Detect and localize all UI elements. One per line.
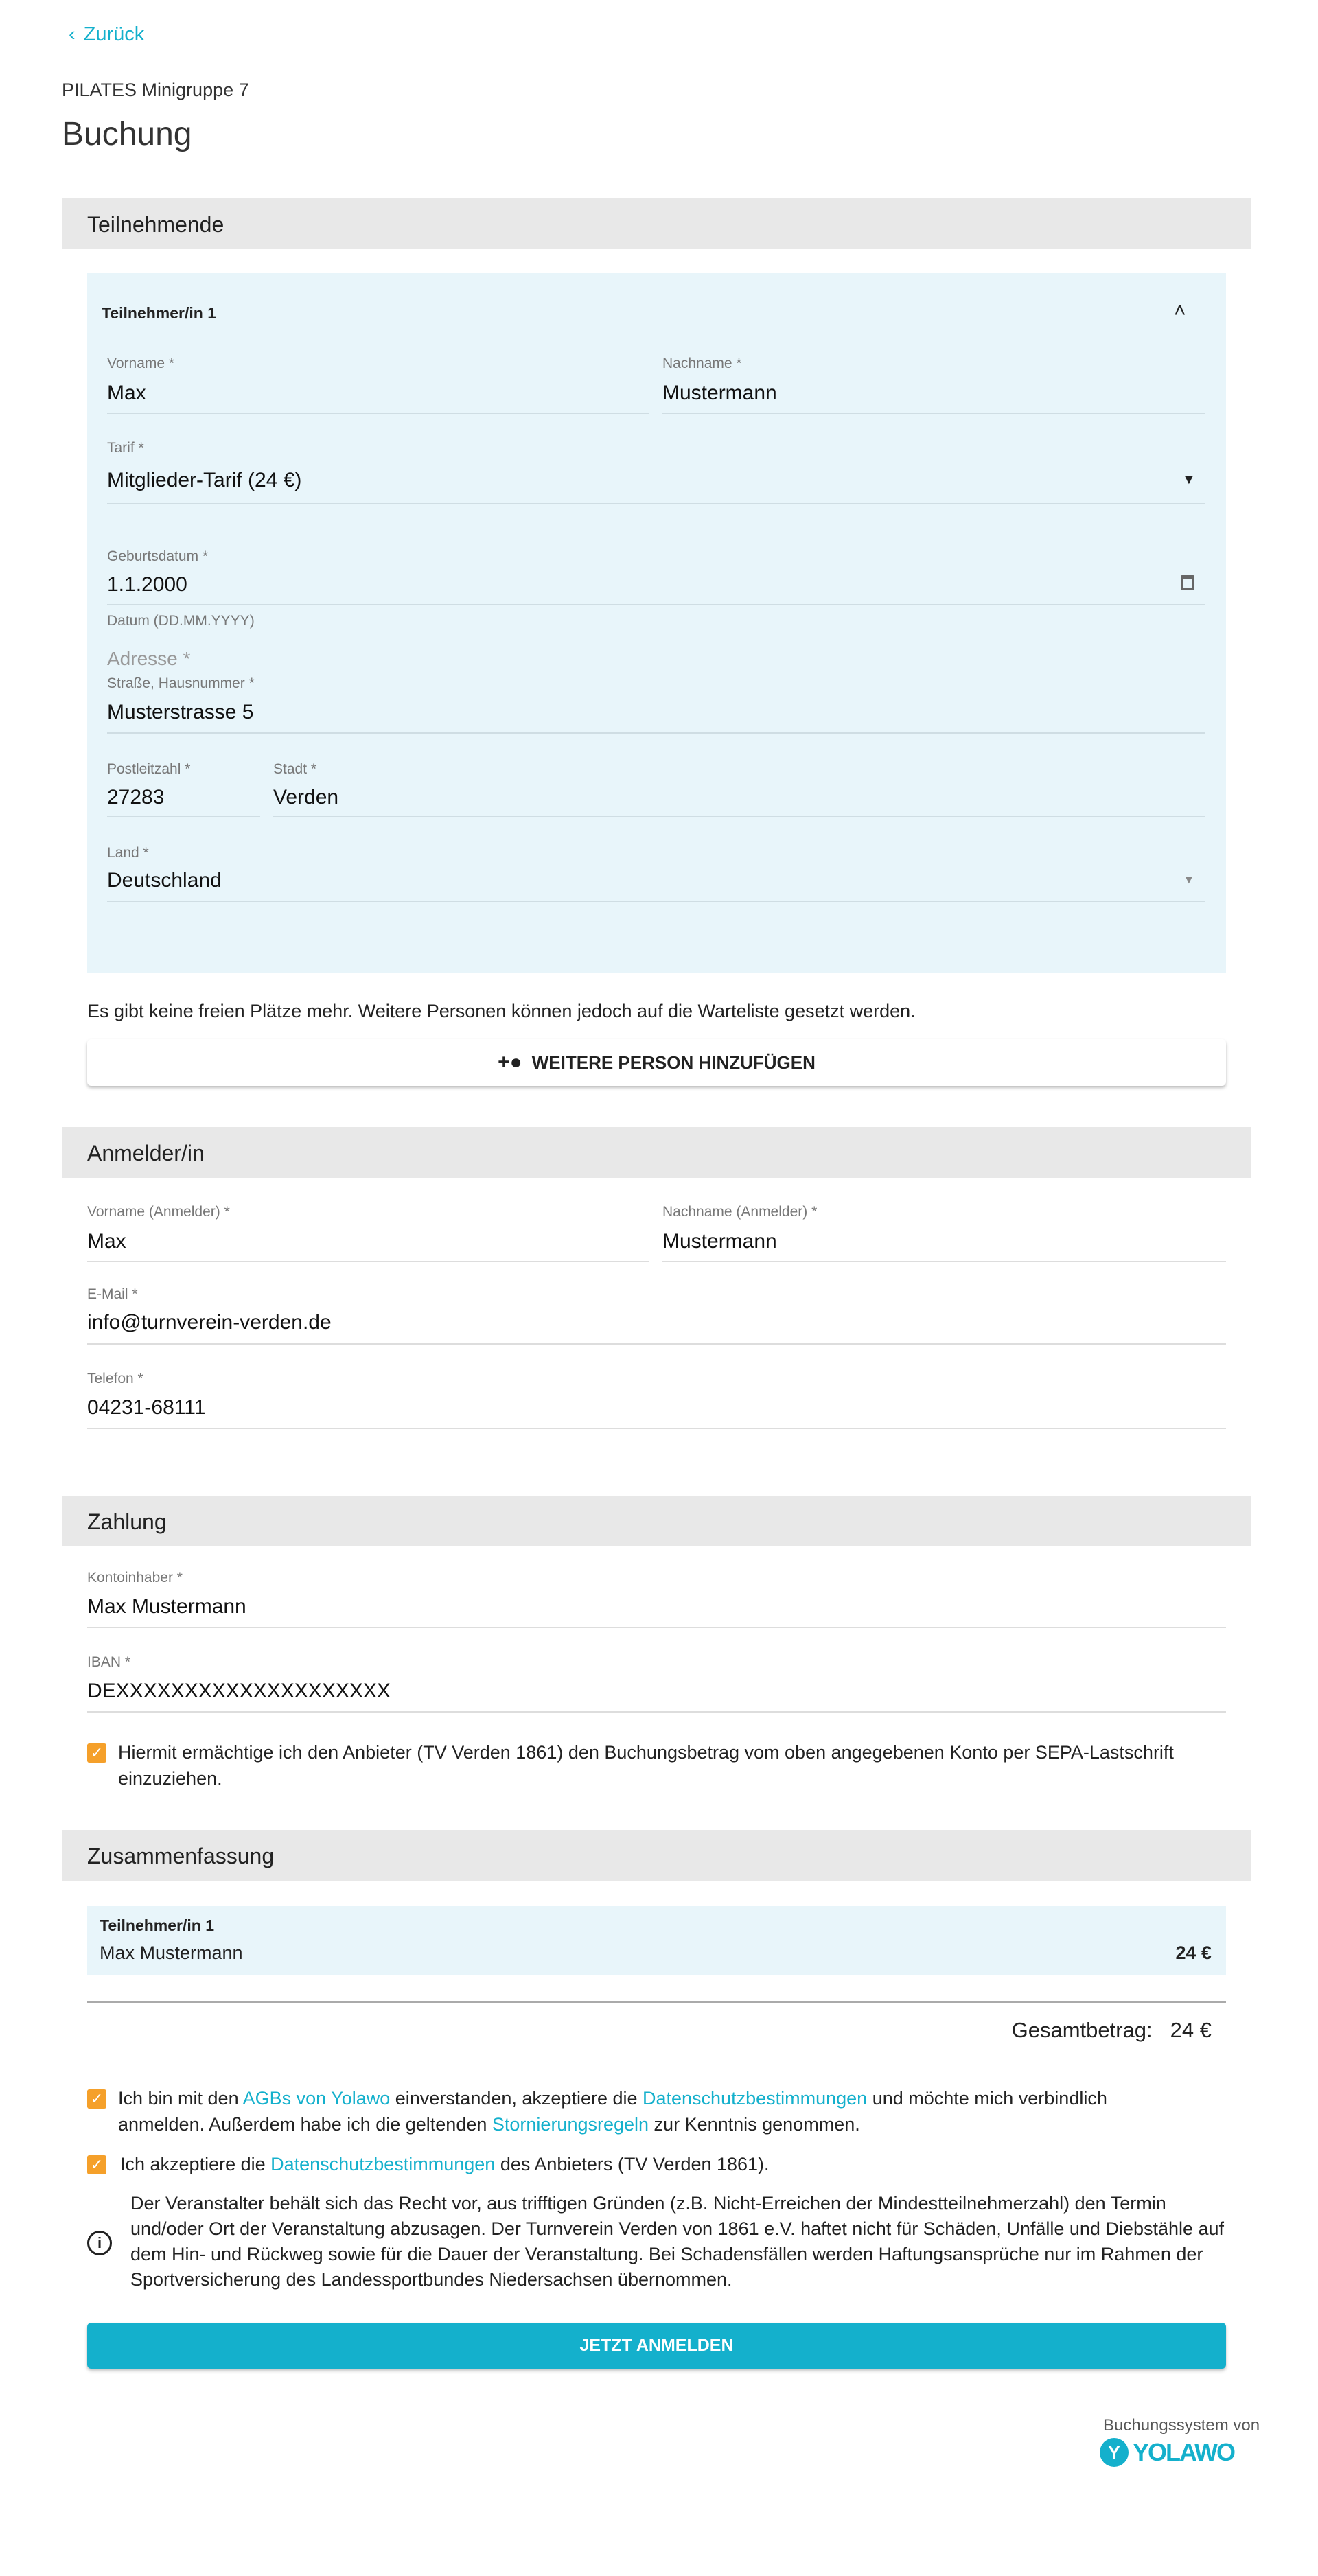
total-row (1012, 2018, 1212, 2043)
dropdown-arrow-icon[interactable]: ▼ (1182, 472, 1196, 487)
participant-panel-title: Teilnehmer/in 1 (102, 304, 217, 322)
submit-button[interactable]: JETZT ANMELDEN (87, 2323, 1226, 2369)
summary-item-name: Max Mustermann (100, 1942, 243, 1963)
registrant-last-name-input[interactable]: Mustermann (662, 1230, 777, 1253)
iban-input[interactable]: DEXXXXXXXXXXXXXXXXXXXX (87, 1680, 391, 1702)
terms-checkbox[interactable]: ✓ (87, 2089, 106, 2109)
participant-panel (87, 273, 1226, 973)
first-name-label: Vorname * (107, 356, 175, 371)
yolawo-logo[interactable] (1100, 2438, 1234, 2467)
section-participants: Teilnehmende (62, 198, 1251, 249)
zip-label: Postleitzahl * (107, 761, 191, 777)
agb-link[interactable]: AGBs von Yolawo (242, 2088, 391, 2109)
organizer-disclaimer: Der Veranstalter behält sich das Recht vor, aus trifftigen Gründen (z.B. Nicht-Erreichen der Mindestteilnehmerzahl) den Termin und/oder Ort der Veranstaltung abzusagen. Der Turnverein Verden von 1861 e.V. haftet nicht für Schäden, Unfälle und Diebstähle auf dem Hin- und Rückweg sowie für die Dauer der Veranstaltung. Bei Schadensfällen werden Haftungsansprüche nur im Rahmen der Sportversicherung des Landessportbundes Niedersachsen übernommen. (130, 2193, 1225, 2290)
dropdown-arrow-icon[interactable]: ▼ (1183, 874, 1194, 886)
tariff-select[interactable]: Mitglieder-Tarif (24 €) (107, 469, 302, 491)
calendar-icon[interactable] (1181, 575, 1194, 590)
section-payment: Zahlung (62, 1496, 1251, 1546)
country-underline (107, 901, 1205, 902)
last-name-input[interactable]: Mustermann (662, 382, 777, 404)
summary-item (87, 1906, 1226, 1975)
yolawo-logo-icon: Y (1100, 2438, 1129, 2467)
zip-underline (107, 816, 260, 817)
section-registrant: Anmelder/in (62, 1127, 1251, 1178)
underline (87, 1343, 1226, 1345)
page-title: Buchung (62, 116, 192, 152)
street-input[interactable]: Musterstrasse 5 (107, 701, 254, 723)
tariff-label: Tarif * (107, 440, 144, 456)
section-summary: Zusammenfassung (62, 1830, 1251, 1881)
birthdate-hint: Datum (DD.MM.YYYY) (107, 613, 255, 629)
birthdate-label: Geburtsdatum * (107, 548, 209, 564)
registrant-first-name-input[interactable]: Max (87, 1230, 126, 1253)
phone-input[interactable]: 04231-68111 (87, 1396, 206, 1419)
add-person-button[interactable] (87, 1039, 1226, 1086)
address-heading: Adresse * (107, 648, 191, 669)
summary-divider (87, 2001, 1226, 2003)
email-input[interactable]: info@turnverein-verden.de (87, 1311, 332, 1334)
city-underline (273, 816, 1205, 817)
first-name-underline (107, 413, 649, 414)
back-link[interactable] (69, 23, 144, 46)
chevron-left-icon: ‹ (69, 23, 76, 45)
underline (87, 1627, 1226, 1628)
add-person-label: WEITERE PERSON HINZUFÜGEN (531, 1052, 816, 1073)
provider-privacy-link[interactable]: Datenschutzbestimmungen (270, 2154, 496, 2174)
underline (87, 1711, 1226, 1713)
account-holder-label: Kontoinhaber * (87, 1570, 183, 1586)
last-name-underline (662, 413, 1205, 414)
privacy-link[interactable]: Datenschutzbestimmungen (643, 2088, 868, 2109)
waitlist-notice: Es gibt keine freien Plätze mehr. Weitere Personen können jedoch auf die Warteliste gesetzt werden. (87, 1001, 916, 1021)
event-name: PILATES Minigruppe 7 (62, 80, 249, 100)
country-select[interactable]: Deutschland (107, 869, 222, 892)
sepa-checkbox[interactable]: ✓ (87, 1743, 106, 1763)
person-add-icon: +● (498, 1051, 522, 1074)
provider-privacy-checkbox[interactable]: ✓ (87, 2155, 106, 2174)
underline (662, 1261, 1226, 1262)
birthdate-underline (107, 604, 1205, 605)
summary-item-price: 24 € (1175, 1942, 1212, 1963)
powered-by-text: Buchungssystem von (1103, 2416, 1260, 2435)
yolawo-logo-text: YOLAWO (1133, 2438, 1234, 2466)
zip-input[interactable]: 27283 (107, 786, 165, 809)
first-name-input[interactable]: Max (107, 382, 146, 404)
provider-privacy-text: Ich akzeptiere die Datenschutzbestimmungen des Anbieters (TV Verden 1861). (120, 2154, 770, 2174)
last-name-label: Nachname * (662, 356, 742, 371)
city-label: Stadt * (273, 761, 317, 777)
cancellation-link[interactable]: Stornierungsregeln (492, 2114, 649, 2135)
terms-consent-text: Ich bin mit den AGBs von Yolawo einverstanden, akzeptiere die Datenschutzbestimmungen und möchte mich verbindlich anmelden. Außerdem habe ich die geltenden Stornierungsregeln zur Kenntnis genommen. (118, 2088, 1107, 2135)
city-input[interactable]: Verden (273, 786, 339, 809)
summary-item-title: Teilnehmer/in 1 (100, 1916, 215, 1934)
registrant-first-name-label: Vorname (Anmelder) * (87, 1204, 230, 1220)
birthdate-input[interactable]: 1.1.2000 (107, 573, 187, 596)
info-icon: i (87, 2231, 112, 2255)
country-label: Land * (107, 845, 149, 861)
back-label: Zurück (83, 23, 145, 45)
street-underline (107, 732, 1205, 734)
sepa-consent-text: Hiermit ermächtige ich den Anbieter (TV Verden 1861) den Buchungsbetrag vom oben angegebenen Konto per SEPA-Lastschrift einzuziehen. (118, 1742, 1174, 1789)
phone-label: Telefon * (87, 1371, 143, 1386)
iban-label: IBAN * (87, 1654, 131, 1670)
street-label: Straße, Hausnummer * (107, 675, 255, 691)
total-value: 24 € (1170, 2018, 1212, 2042)
underline (87, 1261, 649, 1262)
chevron-up-icon[interactable]: ˄ (1174, 299, 1186, 322)
total-label: Gesamtbetrag: (1011, 2018, 1153, 2042)
email-label: E-Mail * (87, 1286, 138, 1302)
underline (87, 1428, 1226, 1429)
registrant-last-name-label: Nachname (Anmelder) * (662, 1204, 818, 1220)
account-holder-input[interactable]: Max Mustermann (87, 1595, 246, 1618)
tariff-underline (107, 503, 1205, 504)
